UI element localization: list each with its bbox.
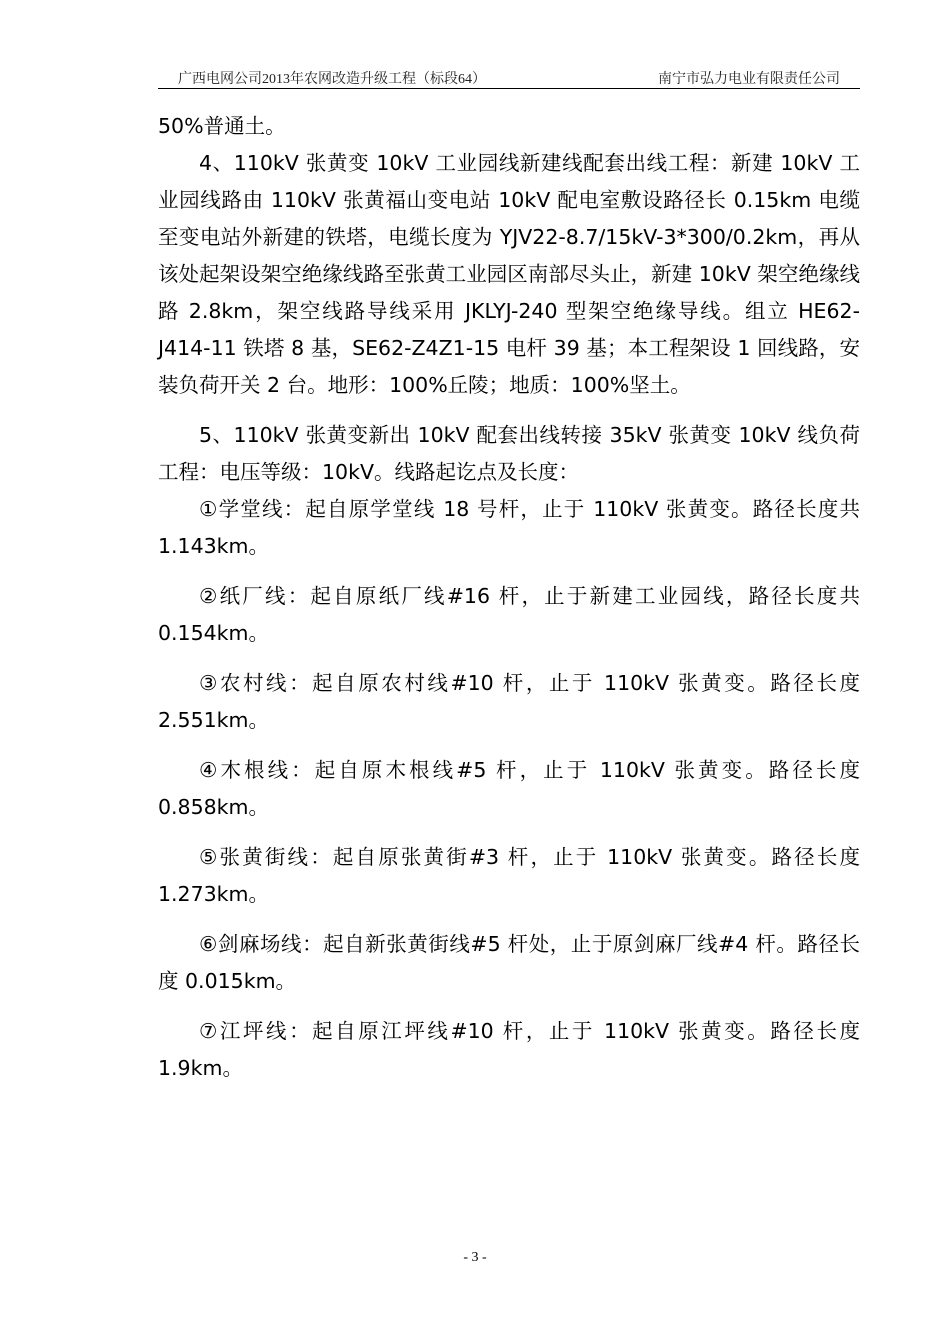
page-header	[158, 66, 860, 89]
page-number: - 3 -	[463, 1250, 487, 1265]
list-item-line-6: ⑥剑麻场线：起自新张黄街线#5 杆处，止于原剑麻厂线#4 杆。路径长度 0.015km。	[158, 932, 860, 993]
list-item-line-1: ①学堂线：起自原学堂线 18 号杆，止于 110kV 张黄变。路径长度共 1.143km。	[158, 497, 860, 558]
header-project-title: 广西电网公司2013年农网改造升级工程（标段64）	[178, 72, 486, 87]
header-company-name: 南宁市弘力电业有限责任公司	[658, 72, 840, 87]
document-body	[158, 108, 860, 1087]
list-item-line-3: ③农村线：起自原农村线#10 杆，止于 110kV 张黄变。路径长度 2.551km。	[158, 671, 860, 732]
paragraph-item-4: 4、110kV 张黄变 10kV 工业园线新建线配套出线工程：新建 10kV 工业园线路由 110kV 张黄福山变电站 10kV 配电室敷设路径长 0.15km 电缆至变电站外新建的铁塔，电缆长度为 YJV22-8.7/15kV-3*300/0.2km，再从该处起架设架空绝缘线路至张黄工业园区南部尽头止，新建 10kV 架空绝缘线路 2.8km，架空线路导线采用 JKLYJ-240 型架空绝缘导线。组立 HE62-J414-11 铁塔 8 基，SE62-Z4Z1-15 电杆 39 基；本工程架设 1 回线路，安装负荷开关 2 台。地形：100%丘陵；地质：100%坚土。	[158, 151, 860, 397]
paragraph-item-5: 5、110kV 张黄变新出 10kV 配套出线转接 35kV 张黄变 10kV 线负荷工程：电压等级：10kV。线路起讫点及长度：	[158, 423, 860, 484]
list-item-line-2: ②纸厂线：起自原纸厂线#16 杆，止于新建工业园线，路径长度共 0.154km。	[158, 584, 860, 645]
list-item-line-4: ④木根线：起自原木根线#5 杆，止于 110kV 张黄变。路径长度 0.858km。	[158, 758, 860, 819]
paragraph-continuation: 50%普通土。	[158, 114, 286, 138]
list-item-line-7: ⑦江坪线：起自原江坪线#10 杆，止于 110kV 张黄变。路径长度 1.9km。	[158, 1019, 860, 1080]
list-item-line-5: ⑤张黄街线：起自原张黄街#3 杆，止于 110kV 张黄变。路径长度 1.273km。	[158, 845, 860, 906]
